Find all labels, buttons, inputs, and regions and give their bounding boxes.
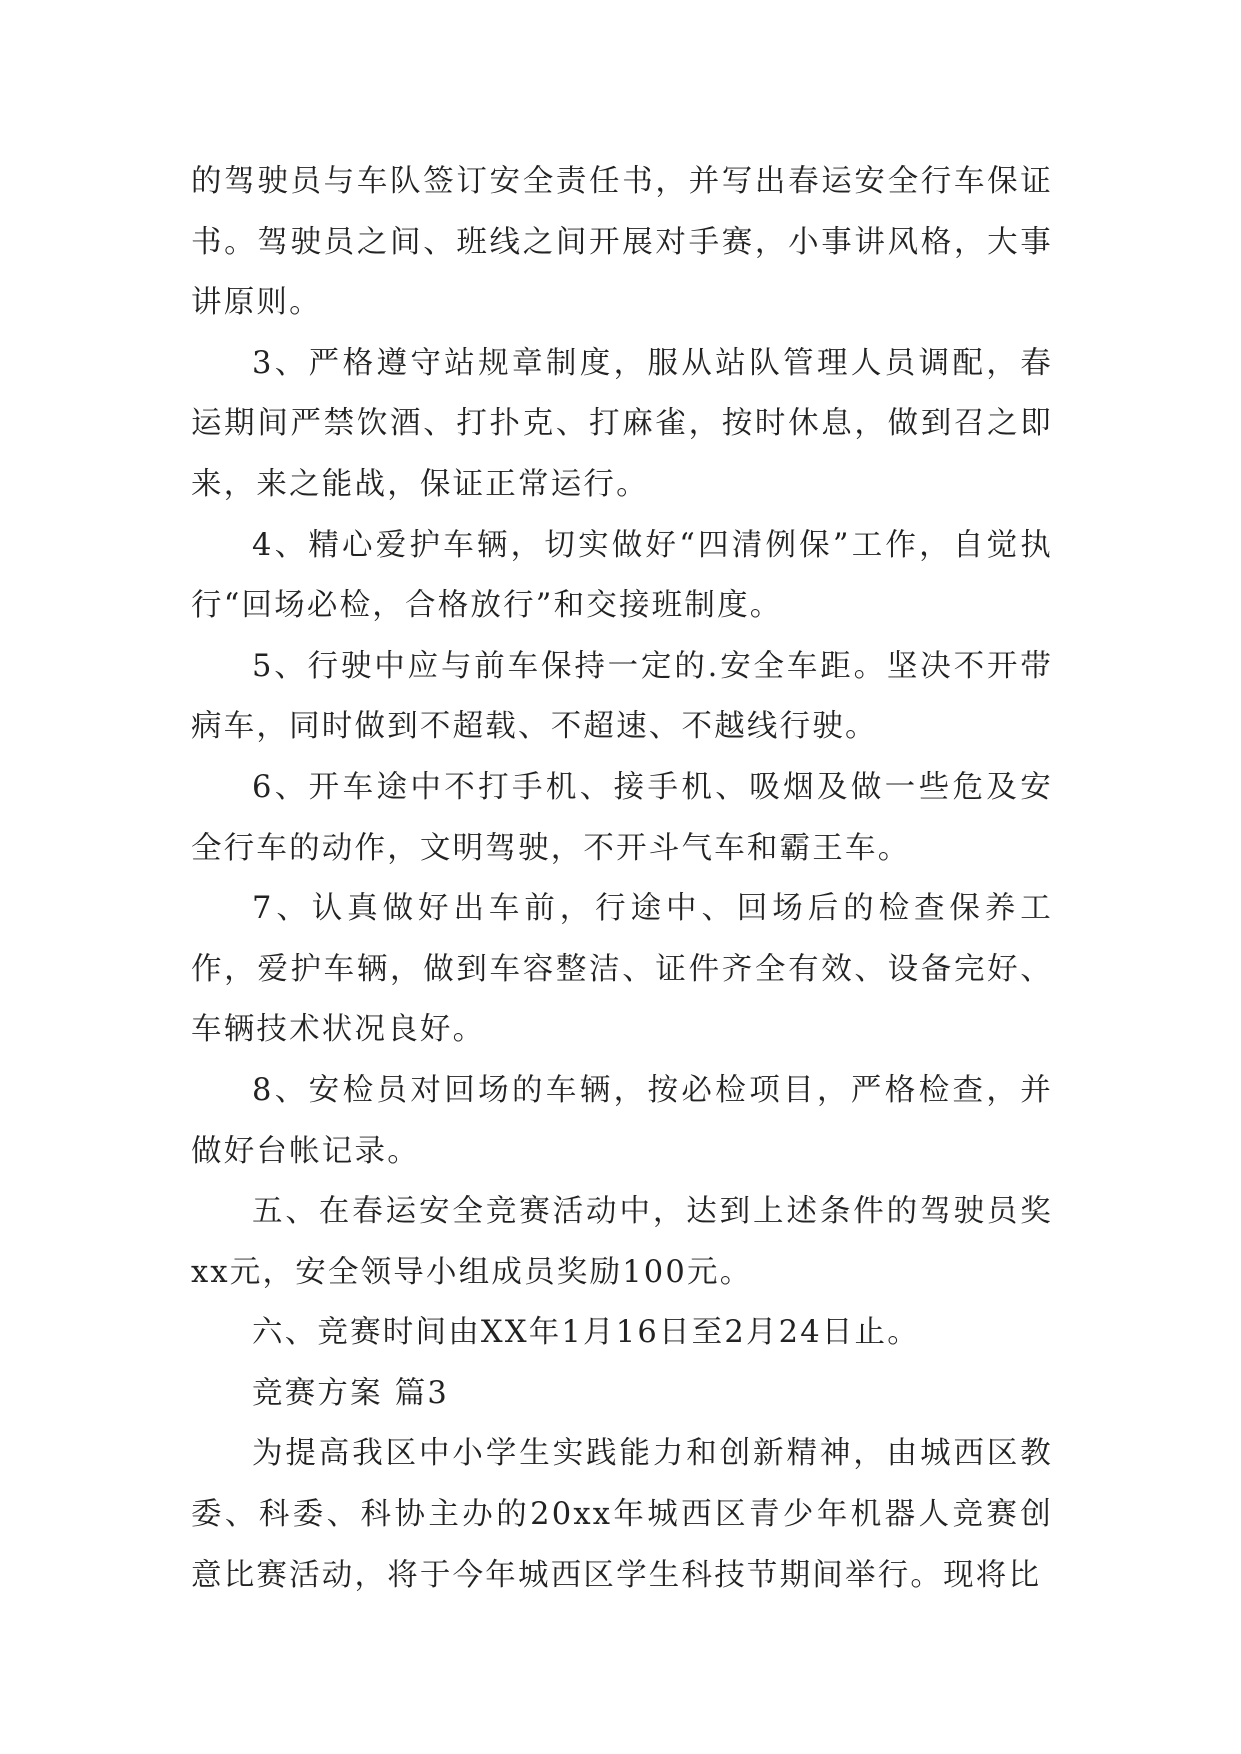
paragraph-item-7: 7、认真做好出车前，行途中、回场后的检查保养工作，爱护车辆，做到车容整洁、证件齐全有效、设备完好、车辆技术状况良好。 [191, 891, 1053, 1048]
paragraph-item-8: 8、安检员对回场的车辆，按必检项目，严格检查，并做好台帐记录。 [191, 1072, 1053, 1169]
paragraph-item-3: 3、严格遵守站规章制度，服从站队管理人员调配，春运期间严禁饮酒、打扑克、打麻雀，按时休息，做到召之即来，来之能战，保证正常运行。 [191, 345, 1053, 502]
section-heading: 竞赛方案 篇3 [252, 1375, 449, 1411]
paragraph-item-6: 6、开车途中不打手机、接手机、吸烟及做一些危及安全行车的动作，文明驾驶，不开斗气车和霸王车。 [191, 769, 1053, 866]
paragraph-item-5: 5、行驶中应与前车保持一定的.安全车距。坚决不开带病车，同时做到不超载、不超速、不越线行驶。 [191, 648, 1053, 745]
paragraph-section-5: 五、在春运安全竞赛活动中，达到上述条件的驾驶员奖xx元，安全领导小组成员奖励100元。 [191, 1194, 1053, 1290]
paragraph-intro: 为提高我区中小学生实践能力和创新精神，由城西区教委、科委、科协主办的20xx年城西区青少年机器人竞赛创意比赛活动，将于今年城西区学生科技节期间举行。现将比 [191, 1436, 1053, 1593]
paragraph-continuation: 的驾驶员与车队签订安全责任书，并写出春运安全行车保证书。驾驶员之间、班线之间开展对手赛，小事讲风格，大事讲原则。 [191, 164, 1053, 321]
paragraph-section-6: 六、竞赛时间由XX年1月16日至2月24日止。 [252, 1315, 920, 1351]
document-body [191, 152, 1053, 1606]
paragraph-item-4: 4、精心爱护车辆，切实做好“四清例保”工作，自觉执行“回场必检，合格放行”和交接班制度。 [191, 527, 1053, 624]
